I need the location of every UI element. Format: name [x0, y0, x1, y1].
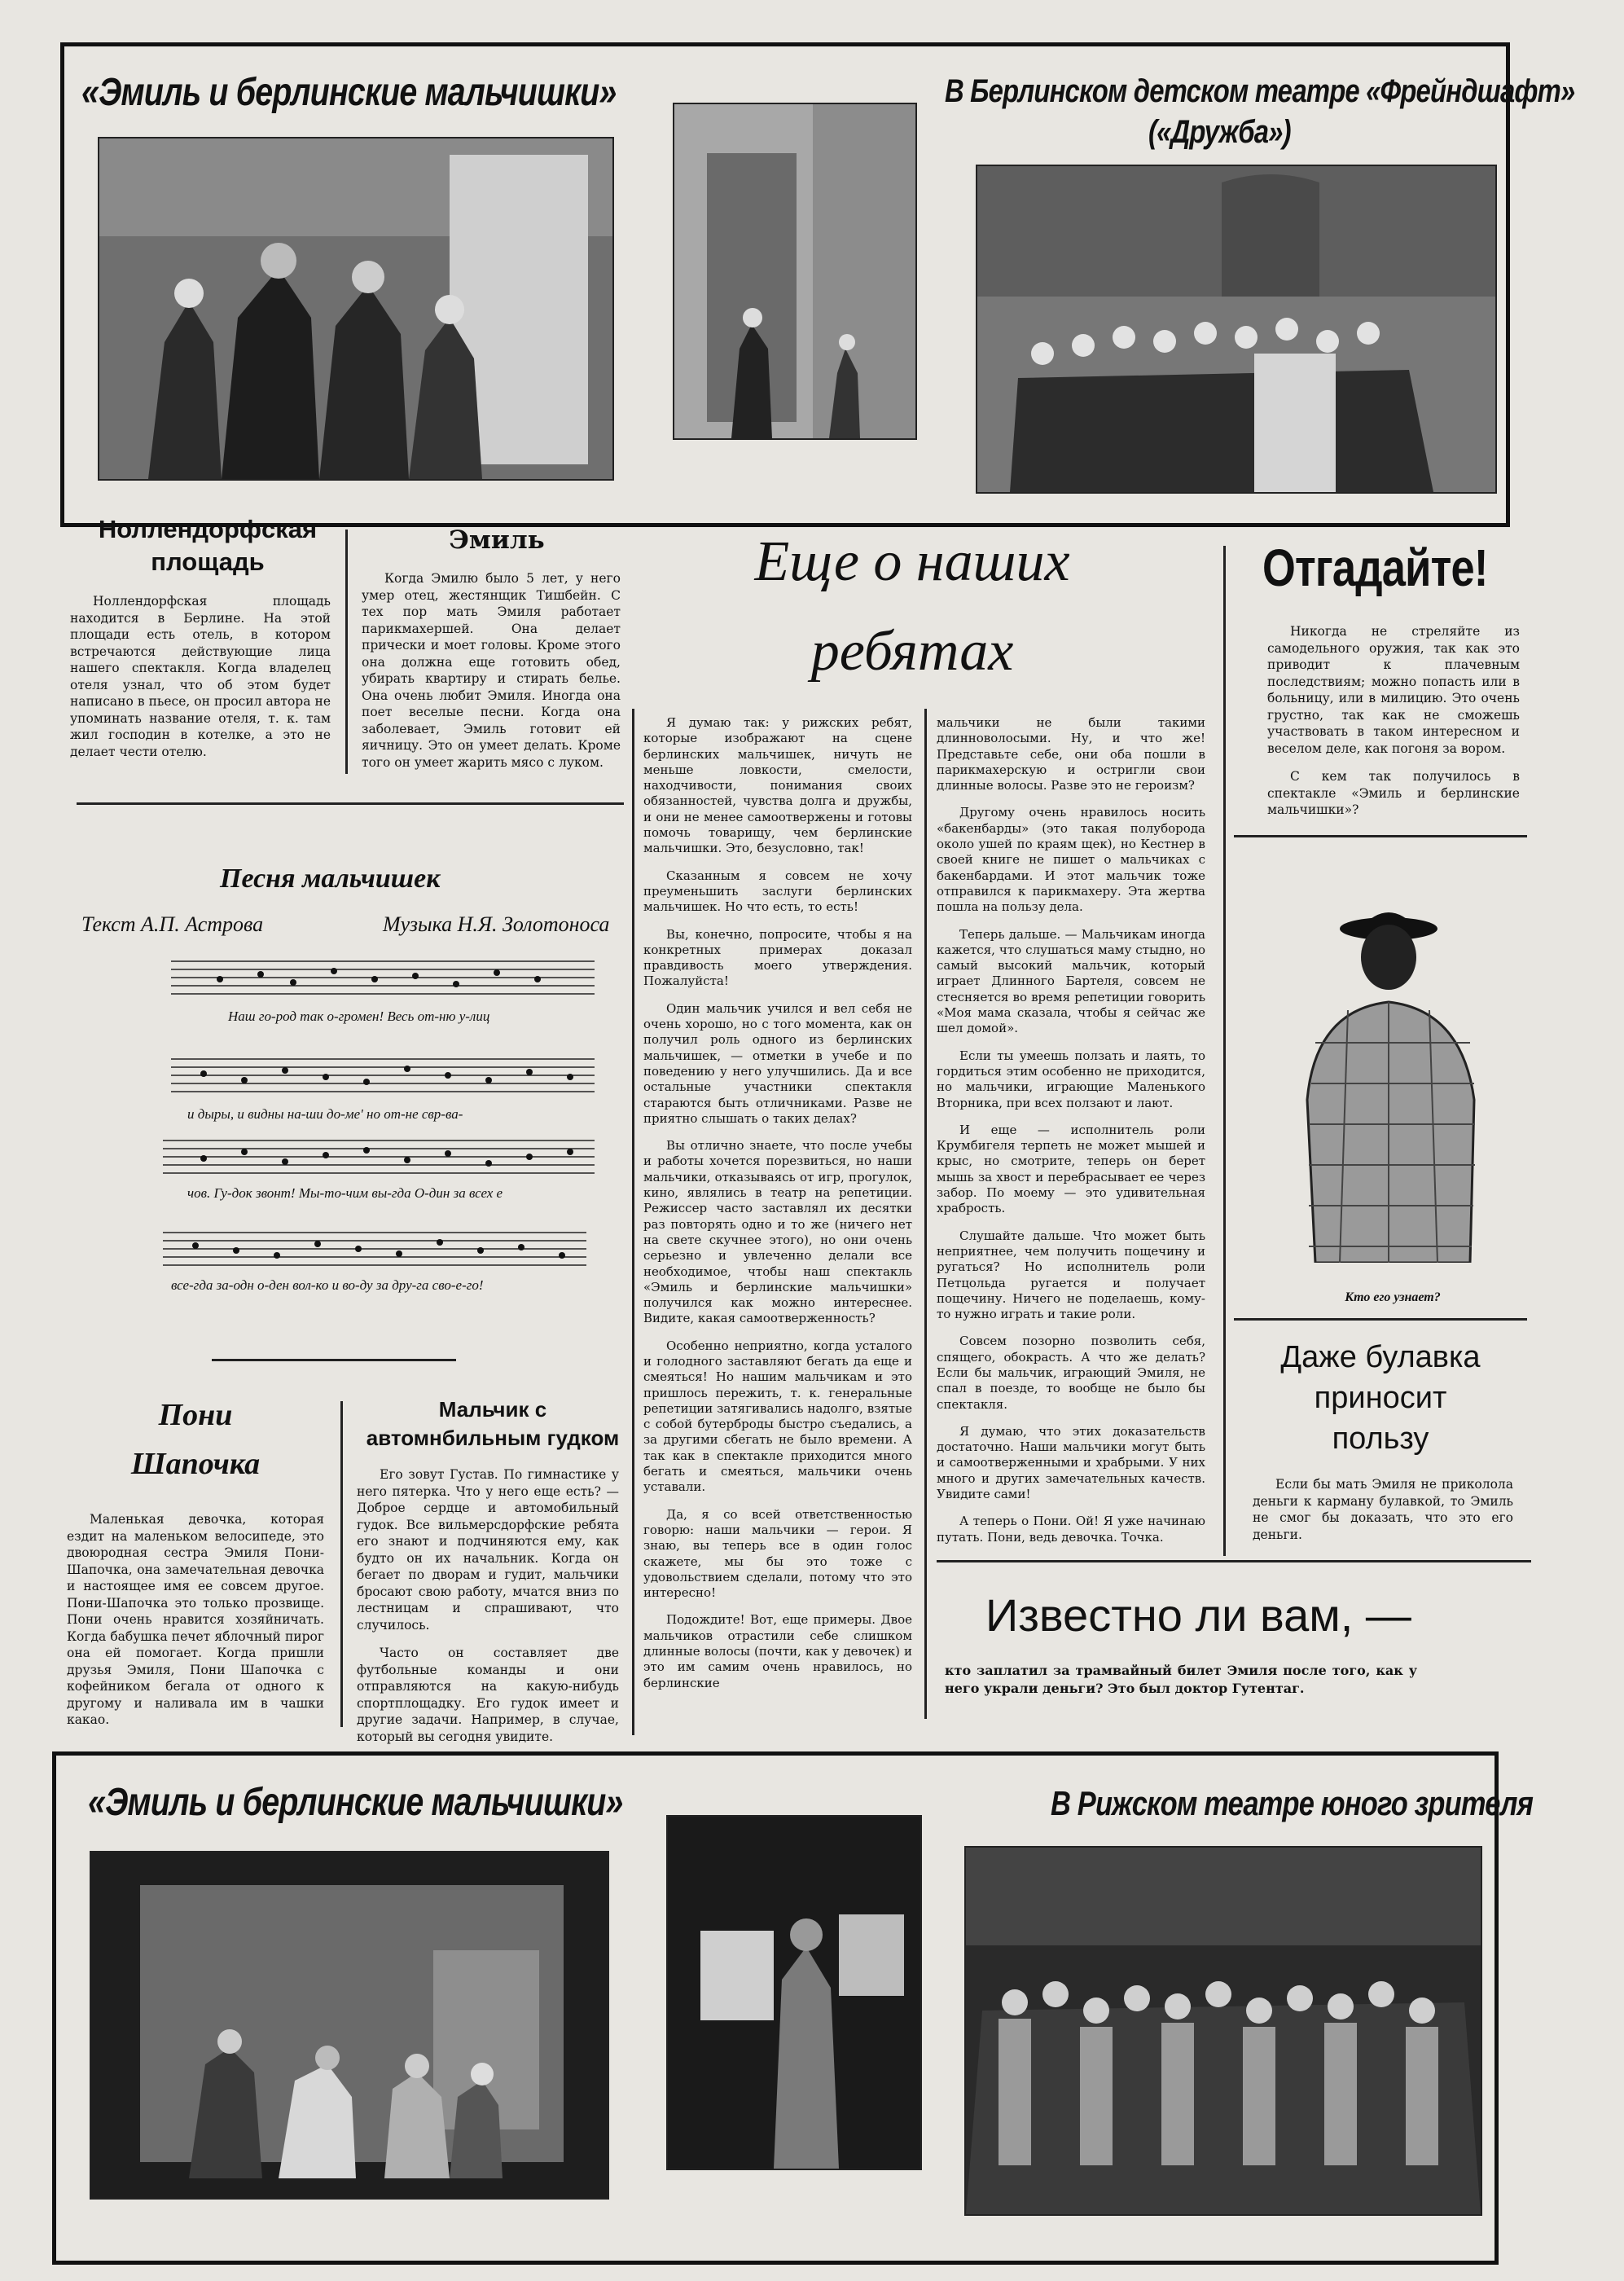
nollendorf-body	[70, 593, 331, 771]
center-paragraph: Слушайте дальше. Что может быть неприятнее, чем получить пощечину и ругаться? Но исполнитель роли Петцольда ругается и получает пощечину. Ничего не поделаешь, кому-то нужно играть и такие роли.	[937, 1228, 1205, 1322]
center-paragraph: И еще — исполнитель роли Крумбигеля терпеть не может мышей и крыс, но смотрите, теперь он берет мышь за хвост и перебрасывает ее через забор. По моему — это удивительная храбрость.	[937, 1122, 1205, 1216]
known-title: Известно ли вам, —	[985, 1589, 1411, 1641]
pony-paragraph: Маленькая девочка, которая ездит на маленьком велосипеде, это двоюродная сестра Эмиля Пони-Шапочка, она замечательная девочка и настоящее имя ее совсем другое. Пони-Шапочка это только прозвище. Пони очень нравится хозяйничать. Когда бабушка печет яблочный пирог она ей помогает. Когда пришли друзья Эмиля, Пони Шапочка с кофейником бегала от одного к другому и наливала им в чашки какао.	[67, 1512, 324, 1727]
nollendorf-title-line2: площадь	[151, 547, 265, 576]
center-paragraph: А теперь о Пони. Ой! Я уже начинаю путать. Пони, ведь девочка. Точка.	[937, 1514, 1205, 1545]
center-col-2	[937, 715, 1205, 1557]
top-middle-photo	[673, 103, 917, 440]
staff-line-2	[171, 1053, 595, 1100]
horn-body	[357, 1466, 619, 1756]
center-paragraph: Вы отлично знаете, что после учебы и работы хочется порезвиться, но наши мальчики, отказываясь от игр, прогулок, кино, являлись в театр на репетиции. Режиссер часто заставлял их десятки раз повторять одно и то же (ничего нет на свете скучнее этого), но они очень серьезно и увлеченно делали все необходимое, чтобы наш спектакль «Эмиль и берлинские мальчишки» получился как можно интереснее. Видите, какая самоотверженность?	[643, 1138, 912, 1326]
center-paragraph: Подождите! Вот, еще примеры. Двое мальчиков отрастили себе слишком длинные волосы (почти, как у девочек) и это им самим очень нравилось, но берлинские	[643, 1612, 912, 1690]
song-lyric-2: и дыры, и видны на-ши до-ме' но от-не свр-ва-	[187, 1106, 463, 1122]
mystery-figure-illustration	[1283, 896, 1486, 1263]
pony-title-line1: Пони	[158, 1398, 233, 1432]
center-paragraph: Теперь дальше. — Мальчикам иногда кажется, что слушаться маму стыдно, но самый высокий мальчик, который играет Длинного Бартеля, совсем не стесняется во время репетиции говорить «Моя мама сказала, чтобы я сейчас же шел домой».	[937, 926, 1205, 1036]
center-paragraph: Я думаю, что этих доказательств достаточно. Наши мальчики могут быть и самоотверженными и храбрыми. У них много и других замечательных качеств. Увидите сами!	[937, 1423, 1205, 1502]
center-title-line1: Еще о наших	[754, 530, 1070, 593]
center-paragraph: Да, я со всей ответственностью говорю: наши мальчики — герои. Я знаю, вы теперь все в один голос скажете, мы бы это тоже с удовольствием сделали, потому что это интересно!	[643, 1506, 912, 1601]
staff-line-1	[171, 955, 595, 1002]
song-lyric-4: все-гда за-одн о-ден вол-ко и во-ду за дру-га сво-е-го!	[171, 1277, 484, 1293]
horn-paragraph-2: Часто он составляет две футбольные команды и они отправляются на какую-нибудь спортплощадку. Его гудок имеет и другие задачи. Например, в случае, который вы сегодня увидите.	[357, 1646, 619, 1744]
bottom-left-photo	[90, 1851, 609, 2200]
pony-title-line2: Шапочка	[130, 1447, 261, 1481]
horn-paragraph-1: Его зовут Густав. По гимнастике у него пятерка. Что у него еще есть? — Доброе сердце и автомобильный гудок. Все вильмерсдорфские ребята его знают и подчиняются ему, как будто он их начальник. Когда он бегает по дворам и гудит, мальчики бросают свою работу, мчатся вниз по лестницам и спрашивают, что случилось.	[357, 1467, 619, 1633]
divider-center-right	[1223, 546, 1226, 1556]
pin-body	[1253, 1476, 1513, 1554]
known-paragraph: кто заплатил за трамвайный билет Эмиля после того, как у него украли деньги? Это был доктор Гутентаг.	[945, 1663, 1417, 1696]
guess-paragraph-1: Никогда не стреляйте из самодельного оружия, так как это приводит к плачевным последствиям; можно попасть или в больницу, или в милицию. Это очень грустно, так как не сможешь участвовать в таком интересном и веселом деле, как погоня за вором.	[1267, 624, 1520, 756]
center-paragraph: Один мальчик учился и вел себя не очень хорошо, но с того момента, как он получил роль одного из берлинских мальчишек, — отметки в учебе и по поведению у него улучшились. Да и все остальные участники спектакля стараются быть отличниками. Разве не приятно слышать о таких делах?	[643, 1000, 912, 1126]
pin-title-line3: пользу	[1332, 1422, 1429, 1456]
known-body	[945, 1662, 1417, 1709]
center-paragraph: Я думаю так: у рижских ребят, которые изображают на сцене берлинских мальчишек, ничуть не меньше ловкости, смелости, находчивости, понимания своих обязанностей, чувства долга и дружбы, и они не менее самоотвержены и готовы помочь товарищу, чем берлинские мальчишки. Это, безусловно, так!	[643, 715, 912, 856]
center-title-line2: ребятах	[810, 620, 1014, 683]
top-right-title-line2: («Дружба»)	[1148, 114, 1291, 150]
guess-title: Отгадайте!	[1262, 538, 1488, 597]
nollendorf-paragraph: Ноллендорфская площадь находится в Берлине. На этой площади есть отель, в котором встречаются действующие лица нашего спектакля. Когда владелец отеля узнал, что об этом будет написано в пьесе, он просил автора не упоминать название отеля, т. к. там жил господин в котелке, а это не делает чести отелю.	[70, 594, 331, 759]
staff-line-4	[163, 1226, 586, 1273]
pin-paragraph: Если бы мать Эмиля не приколола деньги к карману булавкой, то Эмиль не смог бы доказать, что это его деньги.	[1253, 1477, 1513, 1542]
center-paragraph: Особенно неприятно, когда усталого и голодного заставляют бегать да еще и смеяться! Но нашим мальчикам и это пришлось пережить, т. к. генеральные репетиции затягивались надолго, взятые с собой бутерброды быстро съедались, а за другими сбегать не было времени. А так как в спектакле приходится много бегать и смеяться, мальчики очень уставали.	[643, 1338, 912, 1495]
top-right-title-line1: В Берлинском детском театре «Фрейндшафт»	[945, 73, 1575, 109]
center-paragraph: Если ты умеешь ползать и лаять, то гордиться этим особенно не приходится, но мальчики, играющие Маленького Вторника, при всех ползают и лают.	[937, 1048, 1205, 1110]
nollendorf-title-line1: Ноллендорфская	[98, 515, 318, 543]
song-music-credit: Музыка Н.Я. Золотоноса	[383, 912, 610, 936]
divider-above-song	[77, 802, 624, 805]
song-lyric-3: чов. Гу-док звонт! Мы-то-чим вы-гда О-дин за всех е	[187, 1185, 503, 1201]
horn-title-line2: автомнбильным гудком	[366, 1426, 620, 1450]
center-paragraph: Другому очень нравилось носить «бакенбарды» (это такая полубородa около ушей по краям щек), но Кестнер в своей книге не пишет о мальчиках с бакенбардами. И этот мальчик тоже отправился к парикмахеру. Эта жертва пошла на пользу дела.	[937, 805, 1205, 915]
center-paragraph: Совсем позорно позволить себя, спящего, обокрасть. А что же делать? Если бы мальчик, играющий Эмиля, не спал в поезде, то вообще не было бы спектакля.	[937, 1334, 1205, 1412]
top-left-photo	[98, 137, 614, 481]
pin-title-line2: приносит	[1314, 1381, 1447, 1415]
divider-pin	[1234, 1318, 1527, 1321]
emil-body	[362, 570, 621, 782]
mystery-caption: Кто его узнает?	[1345, 1290, 1441, 1304]
divider-below-song	[212, 1359, 456, 1361]
divider-pony-horn	[340, 1401, 343, 1727]
emil-paragraph: Когда Эмилю было 5 лет, у него умер отец, жестянщик Тишбейн. С тех пор мать Эмиля работает парикмахершей. Она делает прически и моет головы. Кроме этого она должна еще готовить обед, убирать квартиру и стирать белье. Она очень любит Эмиля. Иногда она поет веселые песни. Когда она заболевает, Эмиль готовит ей яичницу. Это он умеет делать. Кроме того он умеет жарить мясо с луком.	[362, 571, 621, 770]
pony-body	[67, 1511, 324, 1740]
horn-title-line1: Мальчик с	[438, 1397, 547, 1422]
top-left-title: «Эмиль и берлинские мальчишки»	[81, 71, 617, 114]
divider-center-cols	[924, 709, 927, 1719]
song-text-credit: Текст А.П. Астрова	[81, 912, 264, 936]
center-paragraph: мальчики не были такими длинноволосыми. Ну, и что же! Представьте себе, они оба пошли в парикмахерскую и остригли свои длинные волосы. Разве это не героизм?	[937, 715, 1205, 793]
bottom-left-title: «Эмиль и берлинские мальчишки»	[88, 1781, 623, 1824]
bottom-middle-photo	[666, 1815, 922, 2170]
emil-title: Эмиль	[449, 525, 545, 555]
guess-paragraph-2: С кем так получилось в спектакле «Эмиль и берлинские мальчишки»?	[1267, 769, 1520, 817]
center-paragraph: Сказанным я совсем не хочу преуменьшить заслуги берлинских мальчишек. Но что есть, то есть!	[643, 868, 912, 915]
top-right-photo	[976, 165, 1497, 494]
guess-body	[1267, 623, 1520, 830]
song-title: Песня мальчишек	[220, 864, 441, 894]
divider-nollendorf-emil	[345, 530, 348, 774]
bottom-right-photo	[964, 1846, 1482, 2216]
staff-line-3	[163, 1134, 595, 1181]
divider-guess	[1234, 835, 1527, 837]
pin-title-line1: Даже булавка	[1280, 1340, 1481, 1374]
divider-known	[937, 1560, 1531, 1562]
center-paragraph: Вы, конечно, попросите, чтобы я на конкретных примерах доказал правдивость моего утверждения. Пожалуйста!	[643, 926, 912, 989]
divider-left-center	[632, 709, 634, 1735]
bottom-right-title: В Рижском театре юного зрителя	[1051, 1784, 1534, 1822]
song-lyric-1: Наш го-род так о-громен! Весь от-ню у-лиц	[228, 1009, 490, 1024]
center-col-1	[643, 715, 912, 1703]
